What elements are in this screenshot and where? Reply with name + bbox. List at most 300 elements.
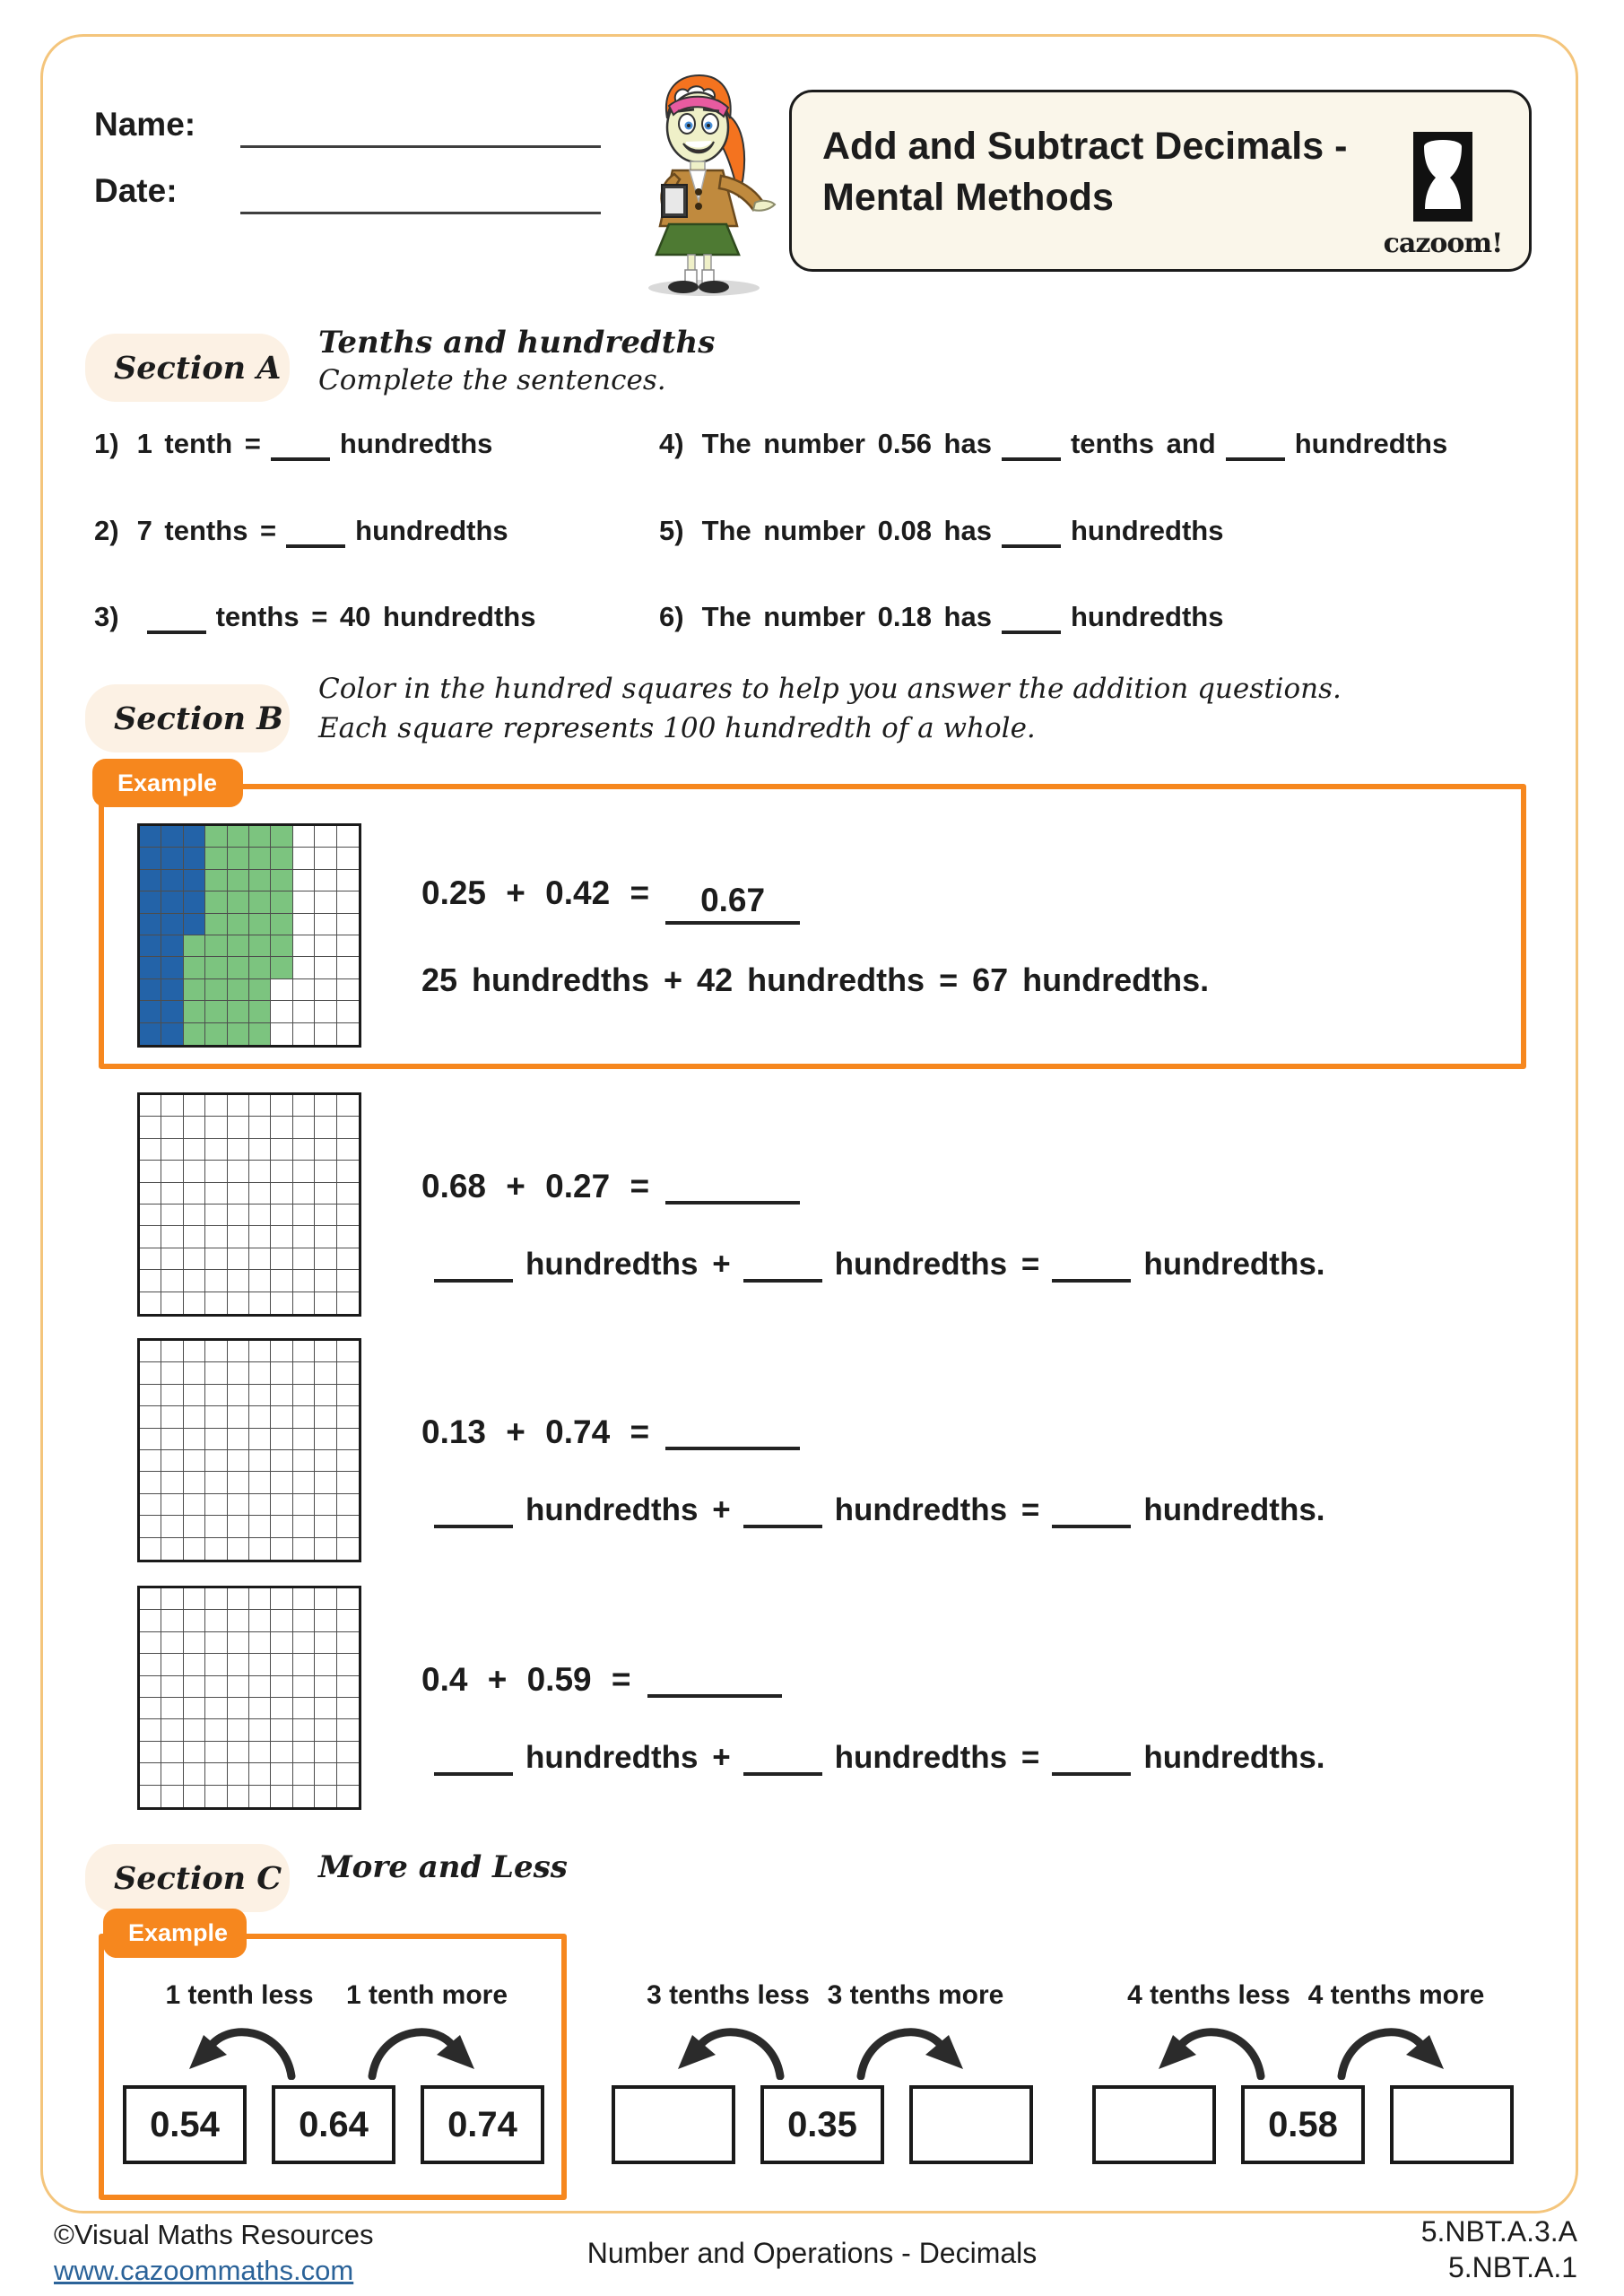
grid-cell[interactable] [161,1139,183,1161]
grid-cell[interactable] [293,1341,315,1362]
grid-cell[interactable] [184,1450,205,1472]
grid-cell[interactable] [249,1205,271,1226]
grid-cell[interactable] [184,1406,205,1428]
grid-cell[interactable] [315,1654,336,1675]
grid-cell[interactable] [228,1205,249,1226]
grid-cell[interactable] [140,1183,161,1205]
grid-cell[interactable] [184,979,205,1001]
grid-cell[interactable] [205,1205,227,1226]
grid-cell[interactable] [228,1385,249,1406]
grid-cell[interactable] [293,1450,315,1472]
value-box[interactable] [909,2085,1033,2164]
grid-cell[interactable] [249,1226,271,1248]
grid-cell[interactable] [205,1270,227,1292]
grid-cell[interactable] [271,1139,292,1161]
grid-cell[interactable] [293,957,315,978]
grid-cell[interactable] [228,1161,249,1182]
grid-cell[interactable] [228,1248,249,1270]
grid-cell[interactable] [315,914,336,935]
grid-cell[interactable] [140,1450,161,1472]
grid-cell[interactable] [161,979,183,1001]
grid-cell[interactable] [293,1676,315,1698]
grid-cell[interactable] [205,1654,227,1675]
answer-blank[interactable] [665,1161,800,1205]
grid-cell[interactable] [140,1385,161,1406]
grid-cell[interactable] [249,1472,271,1493]
grid-cell[interactable] [205,870,227,891]
grid-cell[interactable] [184,1292,205,1314]
grid-cell[interactable] [161,1516,183,1537]
answer-blank[interactable] [1052,1496,1131,1528]
grid-cell[interactable] [228,1429,249,1450]
value-box[interactable] [1092,2085,1216,2164]
grid-cell[interactable] [293,1610,315,1631]
grid-cell[interactable] [140,1362,161,1384]
grid-cell[interactable] [140,1516,161,1537]
grid-cell[interactable] [315,1472,336,1493]
grid-cell[interactable] [293,826,315,848]
grid-cell[interactable] [337,1001,359,1022]
grid-cell[interactable] [184,1226,205,1248]
grid-cell[interactable] [293,914,315,935]
grid-cell[interactable] [228,1786,249,1807]
grid-cell[interactable] [271,935,292,957]
grid-cell[interactable] [249,1385,271,1406]
grid-cell[interactable] [249,1588,271,1610]
grid-cell[interactable] [184,1654,205,1675]
grid-cell[interactable] [140,1292,161,1314]
grid-cell[interactable] [315,1341,336,1362]
grid-cell[interactable] [161,1205,183,1226]
grid-cell[interactable] [271,1654,292,1675]
grid-cell[interactable] [315,1406,336,1428]
grid-cell[interactable] [293,1516,315,1537]
grid-cell[interactable] [140,1632,161,1654]
grid-cell[interactable] [184,1494,205,1516]
grid-cell[interactable] [184,1676,205,1698]
grid-cell[interactable] [228,1139,249,1161]
grid-cell[interactable] [184,1161,205,1182]
grid-cell[interactable] [337,1023,359,1045]
grid-cell[interactable] [161,1429,183,1450]
grid-cell[interactable] [337,1538,359,1560]
grid-cell[interactable] [293,1429,315,1450]
grid-cell[interactable] [293,1205,315,1226]
grid-cell[interactable] [228,1270,249,1292]
grid-cell[interactable] [228,1001,249,1022]
grid-cell[interactable] [161,1117,183,1138]
grid-cell[interactable] [184,1117,205,1138]
grid-cell[interactable] [315,1292,336,1314]
grid-cell[interactable] [205,1341,227,1362]
grid-cell[interactable] [293,891,315,913]
grid-cell[interactable] [228,1450,249,1472]
grid-cell[interactable] [205,1226,227,1248]
grid-cell[interactable] [293,1588,315,1610]
grid-cell[interactable] [140,1429,161,1450]
grid-cell[interactable] [315,1429,336,1450]
grid-cell[interactable] [184,1632,205,1654]
grid-cell[interactable] [228,1719,249,1741]
grid-cell[interactable] [228,1117,249,1138]
grid-cell[interactable] [293,1786,315,1807]
grid-cell[interactable] [337,1763,359,1785]
grid-cell[interactable] [228,935,249,957]
grid-cell[interactable] [249,979,271,1001]
grid-cell[interactable] [315,1139,336,1161]
grid-cell[interactable] [228,1292,249,1314]
answer-blank[interactable] [1002,430,1061,461]
grid-cell[interactable] [293,1538,315,1560]
grid-cell[interactable] [315,870,336,891]
grid-cell[interactable] [249,1494,271,1516]
grid-cell[interactable] [293,870,315,891]
grid-cell[interactable] [249,1341,271,1362]
grid-cell[interactable] [140,1205,161,1226]
grid-cell[interactable] [205,1450,227,1472]
grid-cell[interactable] [249,1538,271,1560]
value-box[interactable]: 0.54 [123,2085,247,2164]
grid-cell[interactable] [249,1292,271,1314]
grid-cell[interactable] [184,935,205,957]
grid-cell[interactable] [293,1226,315,1248]
grid-cell[interactable] [249,891,271,913]
grid-cell[interactable] [228,826,249,848]
grid-cell[interactable] [161,1248,183,1270]
grid-cell[interactable] [184,914,205,935]
grid-cell[interactable] [184,1538,205,1560]
grid-cell[interactable] [184,1205,205,1226]
grid-cell[interactable] [140,1719,161,1741]
answer-blank[interactable] [1052,1250,1131,1283]
grid-cell[interactable] [161,957,183,978]
grid-cell[interactable] [315,1786,336,1807]
grid-cell[interactable] [337,1494,359,1516]
grid-cell[interactable] [228,1610,249,1631]
grid-cell[interactable] [140,891,161,913]
grid-cell[interactable] [228,1472,249,1493]
grid-cell[interactable] [184,1362,205,1384]
grid-cell[interactable] [337,1139,359,1161]
grid-cell[interactable] [205,914,227,935]
grid-cell[interactable] [161,1226,183,1248]
grid-cell[interactable] [249,1632,271,1654]
grid-cell[interactable] [205,1385,227,1406]
grid-cell[interactable] [337,914,359,935]
grid-cell[interactable] [337,1161,359,1182]
grid-cell[interactable] [293,1139,315,1161]
grid-cell[interactable] [337,1292,359,1314]
grid-cell[interactable] [184,1248,205,1270]
grid-cell[interactable] [315,1023,336,1045]
value-box[interactable] [612,2085,735,2164]
grid-cell[interactable] [184,870,205,891]
grid-cell[interactable] [228,1516,249,1537]
grid-cell[interactable] [337,1472,359,1493]
answer-blank[interactable] [271,430,330,461]
grid-cell[interactable] [205,1698,227,1719]
grid-cell[interactable] [293,1494,315,1516]
grid-cell[interactable] [228,1698,249,1719]
grid-cell[interactable] [205,1588,227,1610]
grid-cell[interactable] [315,1632,336,1654]
grid-cell[interactable] [205,1763,227,1785]
value-box[interactable] [1390,2085,1514,2164]
grid-cell[interactable] [228,1183,249,1205]
grid-cell[interactable] [161,826,183,848]
grid-cell[interactable] [140,1023,161,1045]
grid-cell[interactable] [315,1763,336,1785]
grid-cell[interactable] [315,1385,336,1406]
grid-cell[interactable] [228,1362,249,1384]
value-box[interactable]: 0.35 [760,2085,884,2164]
grid-cell[interactable] [184,1472,205,1493]
grid-cell[interactable] [249,914,271,935]
grid-cell[interactable] [249,1516,271,1537]
grid-cell[interactable] [140,1494,161,1516]
grid-cell[interactable] [271,1588,292,1610]
grid-cell[interactable] [315,1183,336,1205]
grid-cell[interactable] [271,1763,292,1785]
grid-cell[interactable] [337,1516,359,1537]
grid-cell[interactable] [271,1095,292,1117]
grid-cell[interactable] [271,1385,292,1406]
grid-cell[interactable] [205,848,227,869]
grid-cell[interactable] [184,1742,205,1763]
grid-cell[interactable] [249,1362,271,1384]
grid-cell[interactable] [205,1719,227,1741]
grid-cell[interactable] [228,1095,249,1117]
grid-cell[interactable] [140,1117,161,1138]
grid-cell[interactable] [337,1786,359,1807]
grid-cell[interactable] [271,870,292,891]
grid-cell[interactable] [249,1429,271,1450]
grid-cell[interactable] [249,848,271,869]
grid-cell[interactable] [205,1117,227,1138]
grid-cell[interactable] [228,1494,249,1516]
grid-cell[interactable] [161,935,183,957]
grid-cell[interactable] [337,1205,359,1226]
grid-cell[interactable] [293,848,315,869]
grid-cell[interactable] [249,1742,271,1763]
grid-cell[interactable] [249,1183,271,1205]
grid-cell[interactable] [184,957,205,978]
grid-cell[interactable] [337,1406,359,1428]
grid-cell[interactable] [140,1248,161,1270]
grid-cell[interactable] [315,1676,336,1698]
value-box[interactable]: 0.64 [272,2085,395,2164]
grid-cell[interactable] [161,1450,183,1472]
grid-cell[interactable] [161,1385,183,1406]
grid-cell[interactable] [271,1226,292,1248]
grid-cell[interactable] [161,1341,183,1362]
grid-cell[interactable] [315,1588,336,1610]
grid-cell[interactable] [249,1001,271,1022]
grid-cell[interactable] [140,870,161,891]
grid-cell[interactable] [249,1248,271,1270]
grid-cell[interactable] [205,1248,227,1270]
grid-cell[interactable] [293,1095,315,1117]
grid-cell[interactable] [184,1139,205,1161]
grid-cell[interactable] [205,935,227,957]
grid-cell[interactable] [249,1023,271,1045]
grid-cell[interactable] [184,1763,205,1785]
grid-cell[interactable] [337,870,359,891]
answer-blank[interactable] [1226,430,1285,461]
grid-cell[interactable] [271,826,292,848]
grid-cell[interactable] [140,1341,161,1362]
grid-cell[interactable] [161,870,183,891]
grid-cell[interactable] [293,1248,315,1270]
grid-cell[interactable] [271,1450,292,1472]
grid-cell[interactable] [337,891,359,913]
grid-cell[interactable] [249,1270,271,1292]
grid-cell[interactable] [184,1610,205,1631]
grid-cell[interactable] [161,1786,183,1807]
grid-cell[interactable] [271,1117,292,1138]
grid-cell[interactable] [228,870,249,891]
grid-cell[interactable] [228,1676,249,1698]
grid-cell[interactable] [249,870,271,891]
grid-cell[interactable] [337,1698,359,1719]
grid-cell[interactable] [228,1654,249,1675]
grid-cell[interactable] [140,914,161,935]
grid-cell[interactable] [205,979,227,1001]
grid-cell[interactable] [337,826,359,848]
grid-cell[interactable] [205,891,227,913]
grid-cell[interactable] [140,1676,161,1698]
grid-cell[interactable] [228,848,249,869]
grid-cell[interactable] [249,1610,271,1631]
grid-cell[interactable] [161,1698,183,1719]
grid-cell[interactable] [271,891,292,913]
grid-cell[interactable] [228,1742,249,1763]
grid-cell[interactable] [337,979,359,1001]
grid-cell[interactable] [293,1001,315,1022]
grid-cell[interactable] [249,1698,271,1719]
grid-cell[interactable] [205,1406,227,1428]
grid-cell[interactable] [228,891,249,913]
grid-cell[interactable] [140,935,161,957]
grid-cell[interactable] [140,1610,161,1631]
grid-cell[interactable] [228,1023,249,1045]
grid-cell[interactable] [271,1362,292,1384]
grid-cell[interactable] [205,1095,227,1117]
grid-cell[interactable] [271,1719,292,1741]
grid-cell[interactable] [315,1719,336,1741]
grid-cell[interactable] [315,1205,336,1226]
grid-cell[interactable] [271,1023,292,1045]
grid-cell[interactable] [271,1270,292,1292]
grid-cell[interactable] [293,1406,315,1428]
grid-cell[interactable] [161,1742,183,1763]
grid-cell[interactable] [161,1472,183,1493]
grid-cell[interactable] [271,1742,292,1763]
grid-cell[interactable] [140,1698,161,1719]
grid-cell[interactable] [228,1588,249,1610]
grid-cell[interactable] [249,1161,271,1182]
grid-cell[interactable] [228,914,249,935]
grid-cell[interactable] [315,1117,336,1138]
grid-cell[interactable] [140,1095,161,1117]
grid-cell[interactable] [293,1362,315,1384]
grid-cell[interactable] [161,848,183,869]
grid-cell[interactable] [184,1429,205,1450]
grid-cell[interactable] [184,826,205,848]
grid-cell[interactable] [184,1001,205,1022]
grid-cell[interactable] [161,1362,183,1384]
grid-cell[interactable] [271,914,292,935]
grid-cell[interactable] [140,957,161,978]
grid-cell[interactable] [271,1292,292,1314]
grid-cell[interactable] [315,1001,336,1022]
grid-cell[interactable] [315,1450,336,1472]
grid-cell[interactable] [184,891,205,913]
grid-cell[interactable] [271,848,292,869]
grid-cell[interactable] [271,1472,292,1493]
grid-cell[interactable] [271,1786,292,1807]
grid-cell[interactable] [293,1270,315,1292]
grid-cell[interactable] [161,1001,183,1022]
grid-cell[interactable] [140,1226,161,1248]
grid-cell[interactable] [315,935,336,957]
grid-cell[interactable] [271,1538,292,1560]
grid-cell[interactable] [337,1117,359,1138]
grid-cell[interactable] [205,1183,227,1205]
grid-cell[interactable] [228,1632,249,1654]
grid-cell[interactable] [315,1538,336,1560]
grid-cell[interactable] [161,1538,183,1560]
grid-cell[interactable] [315,1742,336,1763]
grid-cell[interactable] [293,1023,315,1045]
grid-cell[interactable] [293,1117,315,1138]
grid-cell[interactable] [205,1001,227,1022]
grid-cell[interactable] [271,1676,292,1698]
grid-cell[interactable] [140,1654,161,1675]
grid-cell[interactable] [228,1226,249,1248]
grid-cell[interactable] [293,935,315,957]
grid-cell[interactable] [271,1698,292,1719]
grid-cell[interactable] [337,1385,359,1406]
grid-cell[interactable] [271,1494,292,1516]
grid-cell[interactable] [140,1001,161,1022]
grid-cell[interactable] [205,1362,227,1384]
grid-cell[interactable] [161,1023,183,1045]
grid-cell[interactable] [315,1226,336,1248]
grid-cell[interactable] [293,1763,315,1785]
grid-cell[interactable] [184,848,205,869]
grid-cell[interactable] [249,1450,271,1472]
grid-cell[interactable] [184,1341,205,1362]
grid-cell[interactable] [161,1588,183,1610]
grid-cell[interactable] [337,1588,359,1610]
grid-cell[interactable] [184,1183,205,1205]
grid-cell[interactable] [293,1183,315,1205]
grid-cell[interactable] [249,1095,271,1117]
grid-cell[interactable] [140,1270,161,1292]
value-box[interactable]: 0.58 [1241,2085,1365,2164]
grid-cell[interactable] [315,1698,336,1719]
grid-cell[interactable] [205,1472,227,1493]
grid-cell[interactable] [184,1095,205,1117]
grid-cell[interactable] [337,1654,359,1675]
grid-cell[interactable] [337,1676,359,1698]
grid-cell[interactable] [271,979,292,1001]
grid-cell[interactable] [161,1161,183,1182]
grid-cell[interactable] [293,1292,315,1314]
grid-cell[interactable] [140,826,161,848]
answer-blank[interactable] [286,517,345,548]
